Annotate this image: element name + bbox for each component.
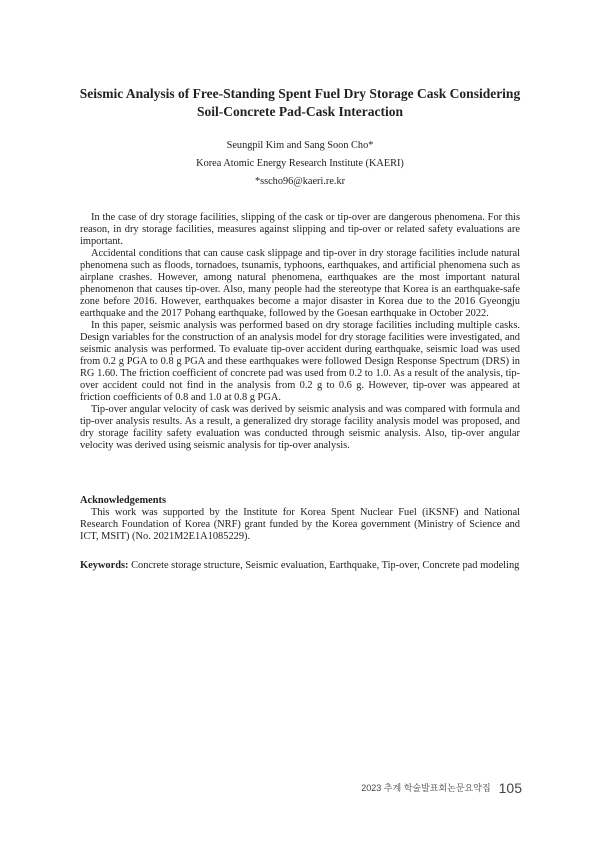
abstract-paragraph-2: Accidental conditions that can cause cask slippage and tip-over in dry storage facilities include natural phenomena such as floods, tornadoes, tsunamis, typhoons, earthquakes, and artificial phenomena such as airplane crashes. However, among natural phenomena, earthquakes are the most important natural phenomenon that causes tip-over. Also, many people had the stereotype that Korea is an earthquake-safe zone before 2016. However, earthquakes become a major disaster in Korea due to the 2016 Gyeongju earthquake and the 2017 Pohang earthquake, followed by the Goesan earthquake in October 2022. — [80, 248, 520, 319]
author-email: *sscho96@kaeri.re.kr — [254, 176, 346, 187]
keywords-section — [80, 559, 520, 572]
title-line-2: Soil-Concrete Pad-Cask Interaction — [197, 103, 403, 119]
abstract-paragraph-3: In this paper, seismic analysis was performed based on dry storage facilities including multiple casks. Design variables for the construction of an analysis model for dry storage facilities were investigated, and seismic analysis was performed. To evaluate tip-over accident during earthquake, seismic load was used from 0.2 g PGA to 0.8 g PGA and these earthquakes were followed Design Response Spectrum (DRS) in RG 1.60. The friction coefficient of concrete pad was used from 0.2 to 1.0. As a result of the analysis, tip-over accident could not find in the analysis from 0.2 g to 0.6 g. However, tip-over was appeared at friction coefficients of 0.8 and 1.0 at 0.8 g PGA. — [80, 320, 520, 403]
page-number: 105 — [498, 779, 522, 796]
page-footer — [361, 779, 522, 797]
keywords-text: Concrete storage structure, Seismic evaluation, Earthquake, Tip-over, Concrete pad modeling — [128, 560, 520, 571]
proceedings-title: 2023 추계 학술발표회논문요약집 — [361, 783, 491, 794]
abstract-paragraph-1: In the case of dry storage facilities, slipping of the cask or tip-over are dangerous phenomena. For this reason, in dry storage facilities, measures against slipping and tip-over or related safety evaluations are important. — [80, 212, 520, 247]
abstract-paragraph-4: Tip-over angular velocity of cask was derived by seismic analysis and was compared with formula and tip-over analysis results. As a result, a generalized dry storage facility analysis model was proposed, and dry storage facility safety evaluation was conducted through seismic analysis. Also, tip-over angular velocity was derived using seismic analysis for tip-over analysis. — [80, 404, 520, 451]
paper-title — [60, 85, 540, 120]
author-affiliation: Korea Atomic Energy Research Institute (KAERI) — [196, 158, 404, 169]
author-names: Seungpil Kim and Sang Soon Cho* — [226, 140, 374, 151]
keywords-label: Keywords: — [80, 560, 129, 571]
acknowledgements-heading: Acknowledgements — [80, 495, 167, 506]
abstract-body — [80, 212, 520, 452]
title-line-1: Seismic Analysis of Free-Standing Spent Fuel Dry Storage Cask Considering — [79, 86, 521, 101]
acknowledgements-text: This work was supported by the Institute for Korea Spent Nuclear Fuel (iKSNF) and National Research Foundation of Korea (NRF) grant funded by the Korea government (Ministry of Science and ICT, MSIT) (No. 2021M2E1A1085229). — [80, 507, 520, 542]
